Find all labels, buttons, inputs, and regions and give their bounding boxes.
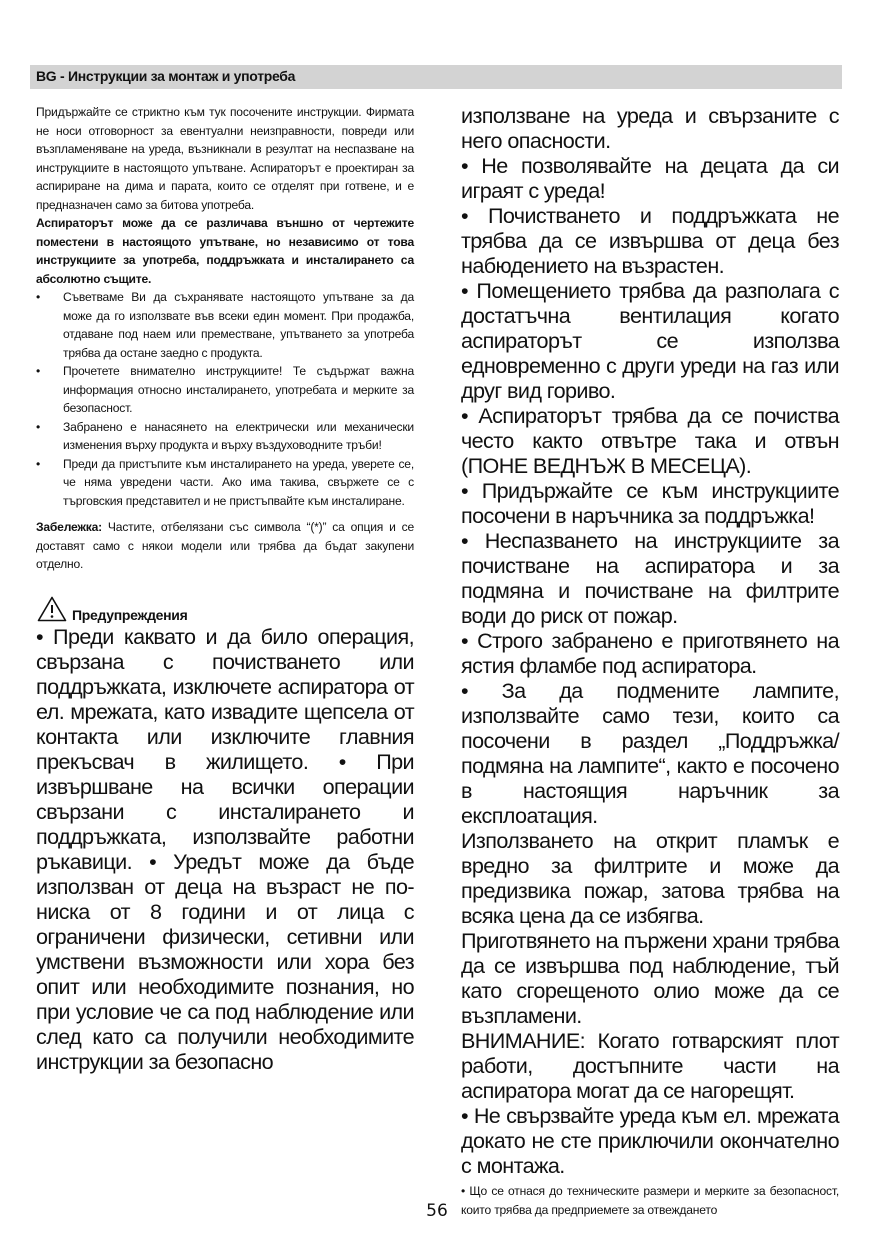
list-item-text: Прочетете внимателно инструкциите! Те съдържат важна информация относно инсталирането, употребата и мерките за безопасност. <box>63 364 414 415</box>
warnings-title: Предупреждения <box>72 606 188 623</box>
note-text-after: са опция и се доставят само с някои модели или трябва да бъдат закупени отделно. <box>36 520 414 571</box>
section-title: BG - Инструкции за монтаж и употреба <box>36 68 296 84</box>
warning-paragraph: • Помещението трябва да разполага с достатъчна вентилация когато аспираторът се използва едновременно с други уреди на газ или друг вид гориво. <box>461 278 839 403</box>
bullet-icon: • <box>36 364 41 378</box>
list-item <box>36 288 414 362</box>
list-item <box>36 362 414 418</box>
warning-paragraph: Приготвянето на пържени храни трябва да се извършва под наблюдение, тъй като сгорещеното олио може да се възпламени. <box>461 928 839 1028</box>
bullet-icon: • <box>36 419 41 434</box>
warning-paragraph: • Придържайте се към инструкциите посочени в наръчника за поддръжка! <box>461 478 839 528</box>
warning-paragraph: • Неспазването на инструкциите за почистване на аспиратора и за подмяна и почистване на филтрите води до риск от пожар. <box>461 528 839 628</box>
warning-paragraph: • Не позволявайте на децата да си играят с уреда! <box>461 153 839 203</box>
note-paragraph <box>36 518 414 574</box>
bold-notice-paragraph: Аспираторът може да се различава външно от чертежите поместени в настоящото упътване, но независимо от това инструкциите за употреба, поддръжката и инсталирането са абсолютно същите. <box>36 216 414 286</box>
list-item <box>36 455 414 511</box>
warning-paragraph: • За да подмените лампите, използвайте само тези, които са посочени в раздел „Поддръжка/подмяна на лампите“, както е посочено в настоящия наръчник за експлоатация. <box>461 678 839 828</box>
warning-triangle-icon <box>37 596 67 622</box>
page-number: 56 <box>426 1201 448 1221</box>
warnings-heading <box>36 596 414 624</box>
note-text-before: Частите, отбелязани със символа <box>101 520 307 534</box>
warning-paragraph: • Почистването и поддръжката не трябва да се извършва от деца без набюдението на възрастен. <box>461 203 839 278</box>
intro-paragraph: Придържайте се стриктно към тук посочените инструкции. Фирмата не носи отговорност за евентуални неизправности, повреди или възпламеняване на уреда, възникнали в резултат на неспазване на инструкциите в настоящото упътване. Аспираторът е проектиран за аспириране на дима и парата, които се отделят при готвене, и е предназначен само за битова употреба. <box>36 105 414 212</box>
list-item-text: Съветваме Ви да съхранявате настоящото упътване за да може да го използвате във всеки един момент. При продажба, отдаване под наем или преместване, упътването за употреба трябва да остане заедно с продукта. <box>63 290 414 360</box>
warning-paragraph: ВНИМАНИЕ: Когато готварският плот работи, достъпните части на аспиратора могат да се нагорещят. <box>461 1028 839 1103</box>
instruction-bullet-list <box>36 288 414 510</box>
list-item-text: Преди да пристъпите към инсталирането на уреда, уверете се, че няма увредени части. Ако има такива, свържете се с търговския представител и не пристъпвайте към инсталиране. <box>63 456 414 508</box>
list-item <box>36 418 414 455</box>
warning-paragraph: • Строго забранено е приготвянето на ястия фламбе под аспиратора. <box>461 628 839 678</box>
section-header-bar <box>30 65 842 89</box>
warnings-body: • Преди каквато и да било операция, свързана с почистването или поддръжката, изключете аспиратора от ел. мрежата, като извадите щепсела от контакта или изключите главния прекъсвач в жилището. • При извършване на всички операции свързани с инсталирането и поддръжката, използвайте работни ръкавици. • Уредът може да бъде използван от деца на възраст не по-ниска от 8 години и от лица с ограничени физически, сетивни или умствени възможности или хора без опит или необходимите познания, но при условие че са под наблюдение или след като са получили необходимите инструкции за безопасно <box>36 623 414 1074</box>
option-symbol: “(*)” <box>306 520 327 534</box>
warning-paragraph: Използването на открит пламък е вредно за филтрите и може да предизвика пожар, затова трябва на всяка цена да се избягва. <box>461 828 839 928</box>
note-label: Забележка: <box>36 520 102 534</box>
warning-paragraph: • Не свързвайте уреда към ел. мрежата докато не сте приключили окончателно с монтажа. <box>461 1103 839 1178</box>
technical-note-paragraph: • Що се отнася до техническите размери и мерките за безопасност, които трябва да предприемете за отвеждането <box>461 1184 839 1217</box>
left-column <box>36 103 414 1074</box>
bullet-icon: • <box>36 290 41 304</box>
warning-paragraph: • Аспираторът трябва да се почиства често както отвътре така и отвън (ПОНЕ ВЕДНЪЖ В МЕСЕЦА). <box>461 403 839 478</box>
bullet-icon: • <box>36 456 41 471</box>
list-item-text: Забранено е нанасянето на електрически или механически изменения върху продукта и върху въздуховодните тръби! <box>63 419 414 452</box>
right-column <box>461 103 839 1219</box>
warning-paragraph: използване на уреда и свързаните с него опасности. <box>461 103 839 153</box>
